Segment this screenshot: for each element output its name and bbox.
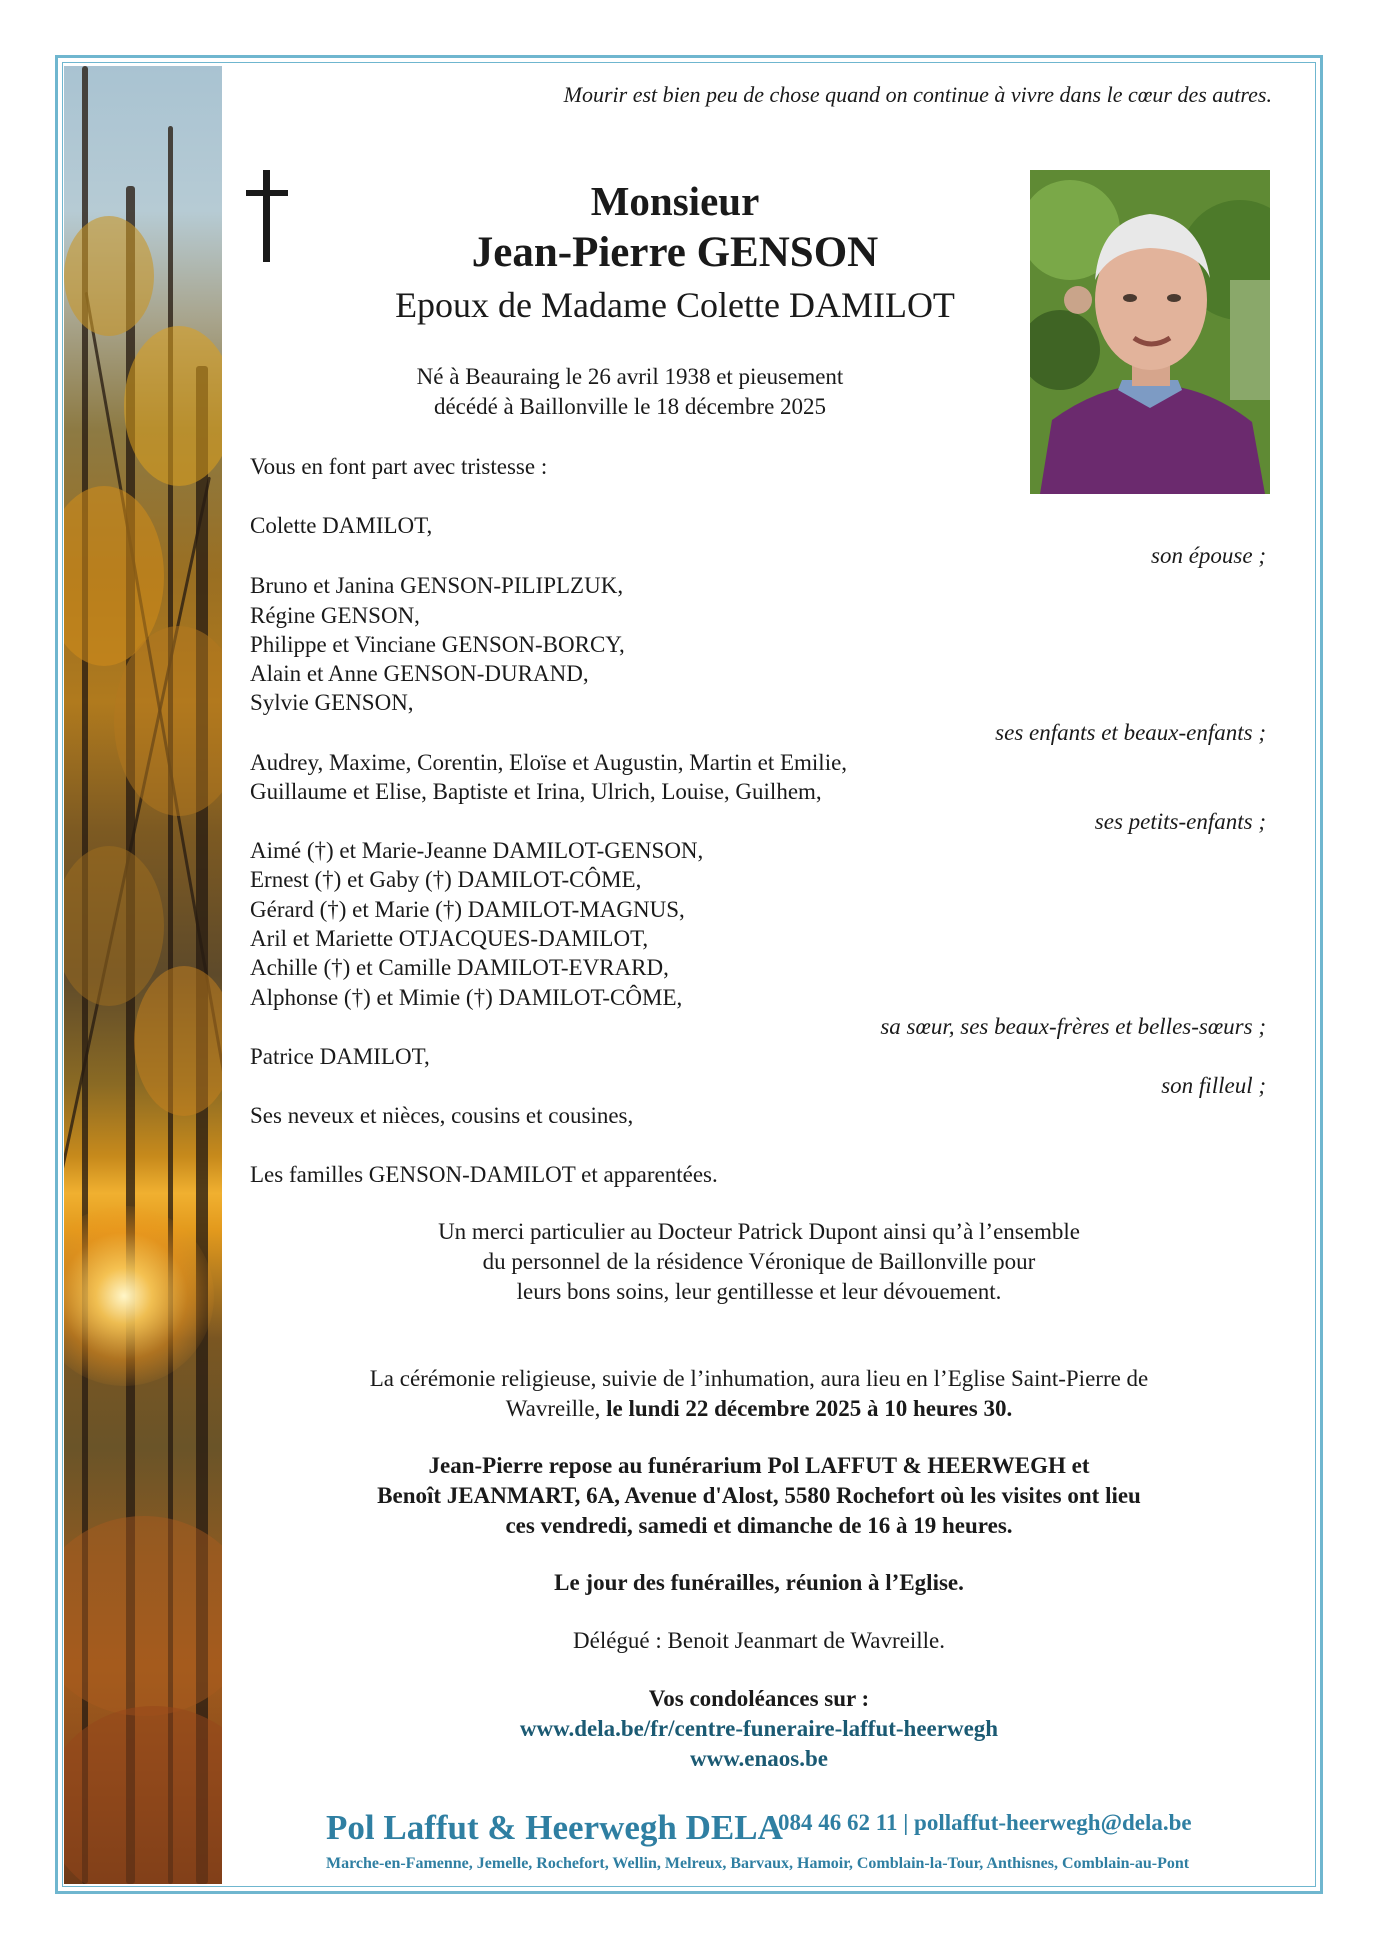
birth-death-info: Né à Beauraing le 26 avril 1938 et pieusement décédé à Baillonville le 18 décembre 2025: [416, 364, 844, 419]
family-spouse: Colette DAMILOT,: [250, 513, 433, 538]
condolences-label: Vos condoléances sur :: [648, 1686, 870, 1711]
child-line: Sylvie GENSON,: [250, 690, 414, 715]
funeral-home-contact: 084 46 62 11 | pollaffut-heerwegh@dela.be: [778, 1810, 1192, 1835]
role-siblings: sa sœur, ses beaux-frères et belles-sœurs ;: [880, 1014, 1266, 1039]
funeral-home-locations: Marche-en-Famenne, Jemelle, Rochefort, Wellin, Melreux, Barvaux, Hamoir, Comblain-la-Tour, Anthisnes, Comblain-au-Pont: [326, 1855, 1190, 1872]
child-line: Philippe et Vinciane GENSON-BORCY,: [250, 632, 625, 657]
intro-line: Vous en font part avec tristesse :: [250, 454, 548, 479]
meeting-line: Le jour des funérailles, réunion à l’Eglise.: [554, 1570, 964, 1595]
spouse-line: Epoux de Madame Colette DAMILOT: [395, 285, 955, 325]
condolences-link-enaos[interactable]: www.enaos.be: [689, 1746, 828, 1771]
title-block: [330, 176, 1020, 330]
thanks-paragraph: Un merci particulier au Docteur Patrick Dupont ainsi qu’à l’ensemble du personnel de la résidence Véronique de Baillonville pour leurs bons soins, leur gentillesse et leur dévouement.: [438, 1219, 1080, 1304]
condolences-block: [250, 1684, 1268, 1774]
child-line: Alain et Anne GENSON-DURAND,: [250, 661, 589, 686]
funeral-home-logo: Pol Laffut & Heerwegh DELA: [326, 1808, 783, 1847]
funerarium-paragraph: Jean-Pierre repose au funérarium Pol LAFFUT & HEERWEGH et Benoît JEANMART, 6A, Avenue d'Alost, 5580 Rochefort où les visites ont lieu ces vendredi, samedi et dimanche de 16 à 19 heures.: [377, 1453, 1141, 1538]
grandchildren-line: Audrey, Maxime, Corentin, Eloïse et Augustin, Martin et Emilie,: [250, 750, 848, 775]
sibling-line: Gérard (†) et Marie (†) DAMILOT-MAGNUS,: [250, 897, 685, 922]
ceremony-paragraph: La cérémonie religieuse, suivie de l’inhumation, aura lieu en l’Eglise Saint-Pierre de Wavreille, le lundi 22 décembre 2025 à 10 heures 30.: [369, 1366, 1149, 1421]
sibling-line: Aimé (†) et Marie-Jeanne DAMILOT-GENSON,: [250, 838, 704, 863]
godson-line: Patrice DAMILOT,: [250, 1044, 430, 1069]
cross-icon: [242, 170, 292, 262]
autumn-forest-image: [64, 66, 222, 1884]
families-line: Les familles GENSON-DAMILOT et apparentées.: [250, 1162, 718, 1187]
delegate-line: Délégué : Benoit Jeanmart de Wavreille.: [573, 1628, 945, 1653]
child-line: Bruno et Janina GENSON-PILIPLZUK,: [250, 573, 624, 598]
sibling-line: Achille (†) et Camille DAMILOT-EVRARD,: [250, 955, 669, 980]
role-spouse: son épouse ;: [1151, 543, 1266, 568]
condolences-link-dela[interactable]: www.dela.be/fr/centre-funeraire-laffut-heerwegh: [519, 1716, 999, 1741]
sibling-line: Aril et Mariette OTJACQUES-DAMILOT,: [250, 926, 649, 951]
grandchildren-line: Guillaume et Elise, Baptiste et Irina, Ulrich, Louise, Guilhem,: [250, 779, 822, 804]
sibling-line: Ernest (†) et Gaby (†) DAMILOT-CÔME,: [250, 867, 642, 892]
portrait-photo: [1030, 170, 1270, 494]
child-line: Régine GENSON,: [250, 603, 420, 628]
role-godson: son filleul ;: [1161, 1073, 1266, 1098]
deceased-name: Jean-Pierre GENSON: [471, 229, 879, 276]
role-children: ses enfants et beaux-enfants ;: [995, 720, 1266, 745]
role-grandchildren: ses petits-enfants ;: [1094, 809, 1266, 834]
ceremony-date: le lundi 22 décembre 2025 à 10 heures 30.: [606, 1396, 1013, 1421]
epitaph-quote: Mourir est bien peu de chose quand on continue à vivre dans le cœur des autres.: [563, 82, 1272, 107]
nephews-line: Ses neveux et nièces, cousins et cousines,: [250, 1103, 634, 1128]
sibling-line: Alphonse (†) et Mimie (†) DAMILOT-CÔME,: [250, 985, 683, 1010]
honorific: Monsieur: [590, 178, 760, 224]
